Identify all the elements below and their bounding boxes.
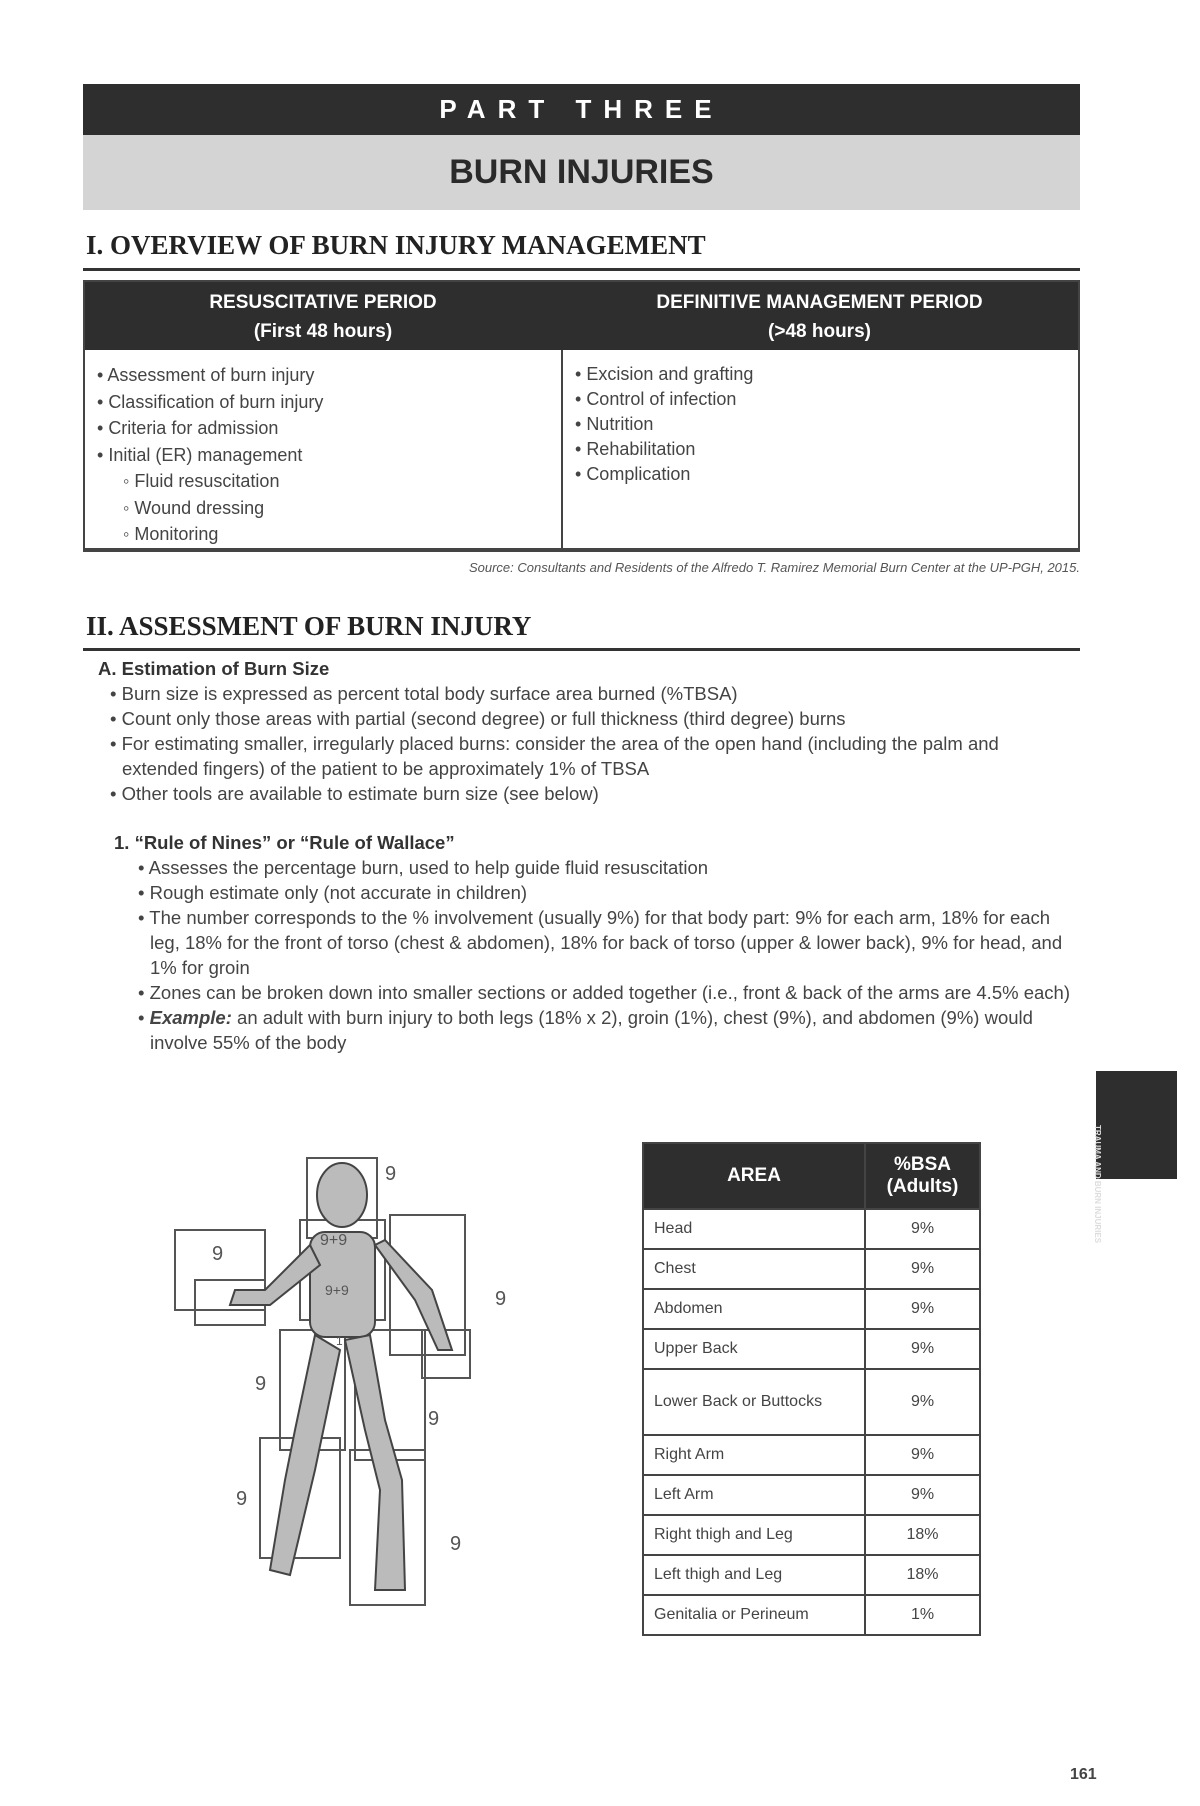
table-row bbox=[643, 1515, 980, 1555]
header-label: DEFINITIVE MANAGEMENT PERIOD bbox=[656, 292, 983, 313]
area-cell: Left Arm bbox=[643, 1475, 865, 1515]
bullet: • Burn size is expressed as percent total body surface area burned (%TBSA) bbox=[110, 683, 738, 704]
list-item: • Complication bbox=[575, 464, 691, 484]
overview-table bbox=[83, 280, 1080, 552]
subheading: A. Estimation of Burn Size bbox=[98, 658, 330, 679]
rule-of-nines-section bbox=[114, 830, 1074, 1055]
area-cell: Upper Back bbox=[643, 1329, 865, 1369]
bullet: • Example: an adult with burn injury to both legs (18% x 2), groin (1%), chest (9%), and abdomen (9%) would involve 55% of the body bbox=[138, 1007, 1033, 1053]
bullet: • For estimating smaller, irregularly placed burns: consider the area of the open hand (including the palm and extended fingers) of the patient to be approximately 1% of TBSA bbox=[110, 733, 999, 779]
bsa-cell: 9% bbox=[865, 1289, 980, 1329]
area-cell: Head bbox=[643, 1209, 865, 1249]
bsa-cell: 9% bbox=[865, 1369, 980, 1435]
header-label: RESUSCITATIVE PERIOD bbox=[209, 292, 437, 313]
bullet: • Other tools are available to estimate burn size (see below) bbox=[110, 783, 599, 804]
bsa-table bbox=[642, 1142, 981, 1636]
area-cell: Right thigh and Leg bbox=[643, 1515, 865, 1555]
figure-label: 1 bbox=[336, 1334, 343, 1348]
figure-label: 9 bbox=[212, 1243, 224, 1265]
table-row bbox=[643, 1289, 980, 1329]
part-banner: PART THREE bbox=[83, 84, 1080, 135]
header-sublabel: (>48 hours) bbox=[768, 321, 871, 342]
list-item: • Control of infection bbox=[575, 389, 737, 409]
divider bbox=[83, 268, 1080, 271]
table-row bbox=[643, 1369, 980, 1435]
table-row bbox=[643, 1329, 980, 1369]
area-cell: Chest bbox=[643, 1249, 865, 1289]
figure-label: 9 bbox=[450, 1533, 462, 1555]
bsa-cell: 9% bbox=[865, 1329, 980, 1369]
bullet: • Count only those areas with partial (second degree) or full thickness (third degree) burns bbox=[110, 708, 846, 729]
section-side-tab[interactable] bbox=[1093, 1071, 1177, 1244]
bsa-cell: 9% bbox=[865, 1435, 980, 1475]
bsa-cell: 9% bbox=[865, 1475, 980, 1515]
section-heading-assessment: II. ASSESSMENT OF BURN INJURY bbox=[86, 611, 532, 641]
bsa-cell: 18% bbox=[865, 1555, 980, 1595]
definitive-list bbox=[575, 362, 753, 487]
table-row bbox=[643, 1209, 980, 1249]
bullet: • Assesses the percentage burn, used to help guide fluid resuscitation bbox=[138, 857, 709, 878]
list-item: • Nutrition bbox=[575, 414, 654, 434]
bsa-cell: 18% bbox=[865, 1515, 980, 1555]
page-title: BURN INJURIES bbox=[83, 135, 1080, 210]
area-cell: Right Arm bbox=[643, 1435, 865, 1475]
resuscitative-header bbox=[85, 282, 561, 350]
area-cell: Genitalia or Perineum bbox=[643, 1595, 865, 1635]
subheading: 1. “Rule of Nines” or “Rule of Wallace” bbox=[114, 832, 455, 853]
list-item: • Excision and grafting bbox=[575, 364, 754, 384]
figure-label: 9 bbox=[428, 1408, 440, 1430]
list-item: ◦ Fluid resuscitation bbox=[123, 471, 280, 491]
divider bbox=[83, 648, 1080, 651]
column-header-bsa: %BSA (Adults) bbox=[865, 1143, 980, 1209]
resuscitative-list bbox=[97, 362, 323, 548]
area-cell: Left thigh and Leg bbox=[643, 1555, 865, 1595]
side-tab-label: TRAUMA AND BURN INJURIES bbox=[1093, 1125, 1102, 1244]
list-item: ◦ Monitoring bbox=[123, 524, 219, 544]
list-item: • Initial (ER) management bbox=[97, 444, 303, 465]
figure-label: 9+9 bbox=[325, 1282, 349, 1298]
bsa-cell: 9% bbox=[865, 1249, 980, 1289]
list-item: • Criteria for admission bbox=[97, 418, 279, 438]
table-row bbox=[643, 1595, 980, 1635]
bullet: • Zones can be broken down into smaller sections or added together (i.e., front & back of the arms are 4.5% each) bbox=[138, 982, 1070, 1003]
list-item: • Rehabilitation bbox=[575, 439, 696, 459]
table-row bbox=[643, 1435, 980, 1475]
figure-label: 9 bbox=[495, 1288, 507, 1310]
source-note: Source: Consultants and Residents of the Alfredo T. Ramirez Memorial Burn Center at the UP-PGH, 2015. bbox=[468, 560, 1080, 575]
figure-label: 9 bbox=[255, 1373, 267, 1395]
estimation-section bbox=[98, 656, 1078, 806]
figure-label: 9+9 bbox=[320, 1232, 348, 1249]
column-divider bbox=[561, 350, 563, 548]
rule-of-nines-figure bbox=[170, 1150, 520, 1620]
bullet: • Rough estimate only (not accurate in children) bbox=[138, 882, 528, 903]
figure-label: 9 bbox=[385, 1163, 397, 1185]
bsa-cell: 1% bbox=[865, 1595, 980, 1635]
bsa-cell: 9% bbox=[865, 1209, 980, 1249]
list-item: • Classification of burn injury bbox=[97, 391, 324, 412]
table-row bbox=[643, 1475, 980, 1515]
area-cell: Lower Back or Buttocks bbox=[643, 1369, 865, 1435]
header-sublabel: (First 48 hours) bbox=[253, 321, 393, 342]
figure-label: 9 bbox=[236, 1488, 248, 1510]
page-number: 161 bbox=[1070, 1766, 1097, 1783]
list-item: ◦ Wound dressing bbox=[123, 497, 265, 518]
section-heading-overview: I. OVERVIEW OF BURN INJURY MANAGEMENT bbox=[86, 230, 706, 260]
table-row bbox=[643, 1555, 980, 1595]
bullet: • The number corresponds to the % involvement (usually 9%) for that body part: 9% for each arm, 18% for each leg, 18% for the front of torso (chest & abdomen), 18% for back of torso (upper & lower back), 9% for head, and 1% for groin bbox=[138, 907, 1063, 978]
definitive-header bbox=[561, 282, 1078, 350]
area-cell: Abdomen bbox=[643, 1289, 865, 1329]
list-item: • Assessment of burn injury bbox=[97, 365, 315, 385]
table-row bbox=[643, 1249, 980, 1289]
column-header-area: AREA bbox=[643, 1143, 865, 1209]
